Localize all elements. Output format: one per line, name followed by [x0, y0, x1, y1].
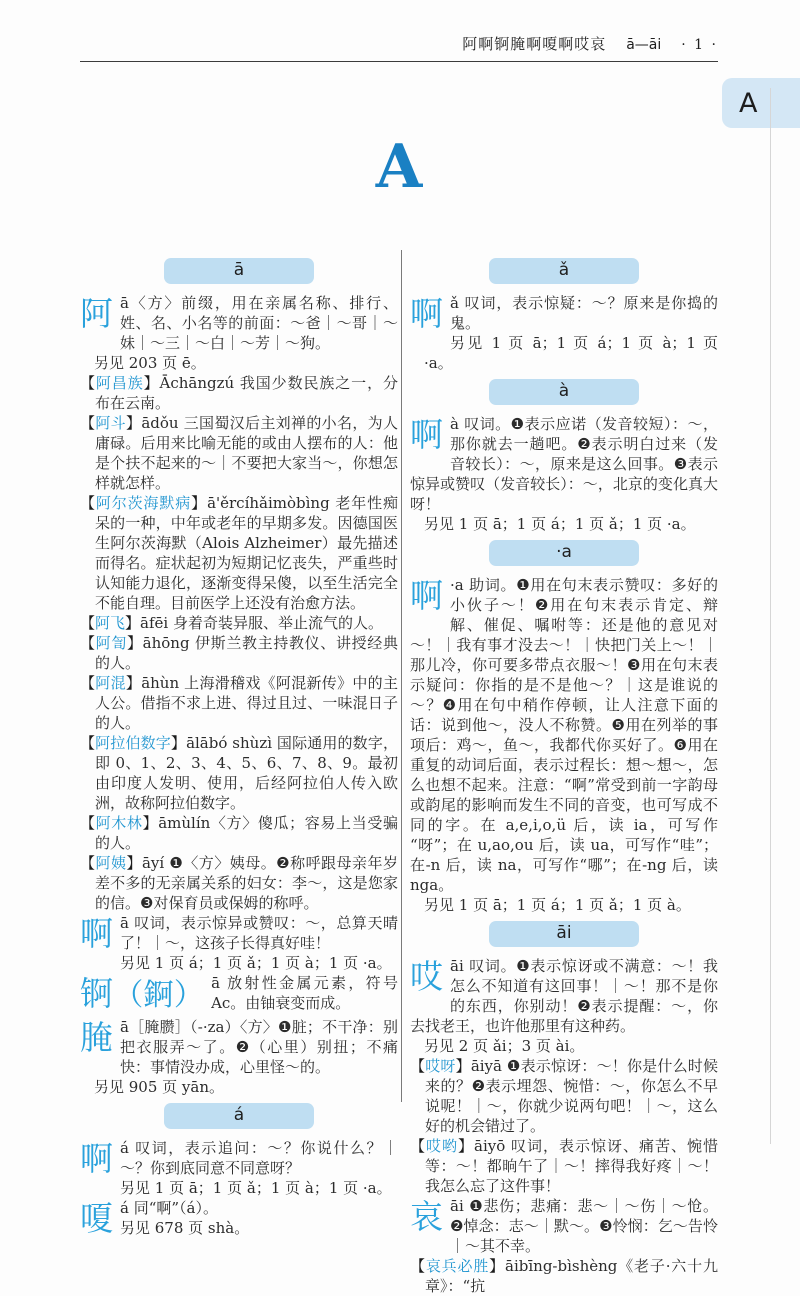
entry-哎 [410, 956, 718, 1056]
bracket-close-icon: 】 [191, 494, 208, 512]
cross-reference: 另见 1 页 ā；1 页 á；1 页 à；1 页 ·a。 [424, 334, 718, 372]
subentry-term: 阿木林 [95, 814, 143, 832]
bracket-close-icon: 】 [142, 814, 159, 832]
section-pinyin-label: á [233, 1105, 245, 1125]
subentry-term: 哎呀 [425, 1057, 456, 1075]
headword-character: 阿 [80, 294, 113, 333]
entry-啊 [410, 575, 718, 915]
section-pill [489, 921, 639, 947]
subentry-term: 阿拉伯数字 [95, 734, 171, 752]
cross-reference: 另见 1 页 ā；1 页 á；1 页 ǎ；1 页 à。 [424, 896, 691, 914]
definition-text: āi 叹词。❶表示惊讶或不满意：～！我怎么不知道有这回事！｜～！那不是你的东西，你别动！❷表示提醒：～，你去找老王，也许他那里有这种药。 [410, 957, 718, 1035]
subentry-阿拉伯数字 [80, 733, 398, 813]
definition-text: āmùlín〈方〉傻瓜；容易上当受骗的人。 [95, 814, 398, 852]
definition-text: āiyō 叹词，表示惊讶、痛苦、惋惜等：～！都晌午了｜～！摔得我好疼｜～！我怎么忘了这件事！ [425, 1137, 718, 1195]
subentry-term: 阿尔茨海默病 [95, 494, 192, 512]
bracket-open-icon: 【 [80, 494, 96, 512]
subentry-term: 阿昌族 [95, 374, 144, 392]
entry-锕 [80, 973, 398, 1013]
running-head-pinyin-range: ā—āi [626, 37, 662, 53]
bracket-open-icon: 【 [410, 1257, 426, 1275]
subentry-term: 阿姨 [95, 854, 127, 872]
section-letter: A [375, 132, 423, 202]
section-pill [489, 540, 639, 566]
column-divider [401, 250, 402, 1102]
right-column [410, 252, 718, 1296]
headword-character: 啊 [410, 294, 443, 333]
running-head-headwords: 阿啊锕腌啊嗄啊哎哀 [462, 35, 607, 53]
subentry-term: 阿訇 [95, 634, 127, 652]
page-number: · 1 · [681, 37, 718, 53]
section-pill [164, 1103, 314, 1129]
bracket-open-icon: 【 [80, 814, 96, 832]
definition-text: ā 放射性金属元素，符号 Ac。由铀衰变而成。 [211, 974, 398, 1012]
entry-腌 [80, 1017, 398, 1097]
bracket-close-icon: 】 [458, 1137, 474, 1155]
bracket-open-icon: 【 [80, 414, 96, 432]
bracket-close-icon: 】 [126, 854, 142, 872]
cross-reference: 另见 1 页 á；1 页 ǎ；1 页 à；1 页 ·a。 [120, 954, 392, 972]
headword [80, 973, 204, 1017]
bracket-open-icon: 【 [80, 614, 96, 632]
subentry-阿混 [80, 673, 398, 733]
definition-text: ā'ěrcíhǎimòbìng 老年性痴呆的一种，中年或老年的早期多发。因德国医生阿尔茨海默（Alois Alzheimer）最先描述而得名。症状起初为短期记忆丧失，严重些时认知能力退化，逐渐变得呆傻，以至生活完全不能自理。目前医学上还没有治愈方法。 [95, 494, 398, 612]
cross-reference: 另见 1 页 ā；1 页 á；1 页 ǎ；1 页 ·a。 [424, 515, 696, 533]
subentry-阿飞 [80, 613, 398, 633]
cross-reference: 另见 2 页 ǎi；3 页 ài。 [424, 1037, 585, 1055]
subentry-term: 哀兵必胜 [425, 1257, 490, 1275]
bracket-close-icon: 】 [126, 414, 142, 432]
headword-character: 哎 [410, 957, 443, 996]
definition-text: āfēi 身着奇装异服、举止流气的人。 [140, 614, 383, 632]
thumb-tab-letter: A [739, 87, 758, 119]
subentry-哎哟 [410, 1136, 718, 1196]
running-head [462, 33, 718, 54]
headword [410, 1196, 443, 1238]
headword-character: 啊 [80, 914, 113, 953]
bracket-open-icon: 【 [80, 634, 96, 652]
bracket-close-icon: 】 [125, 674, 142, 692]
definition-text: āyí ❶〈方〉姨母。❷称呼跟母亲年岁差不多的无亲属关系的妇女：李～，这是您家的信。❸对保育员或保姆的称呼。 [95, 854, 398, 912]
bracket-open-icon: 【 [80, 674, 96, 692]
definition-text: ālābó shùzì 国际通用的数字，即 0、1、2、3、4、5、6、7、8、9。最初由印度人发明、使用，后经阿拉伯人传入欧洲，故称阿拉伯数字。 [95, 734, 398, 812]
subentry-哀兵必胜 [410, 1256, 718, 1296]
subentry-阿木林 [80, 813, 398, 853]
definition-text: āibīng-bìshèng《老子·六十九章》：“抗 [425, 1257, 718, 1295]
bracket-open-icon: 【 [410, 1057, 426, 1075]
subentry-阿尔茨海默病 [80, 493, 398, 613]
definition-text: ā 叹词，表示惊异或赞叹：～，总算天晴了！｜～，这孩子长得真好哇！ [120, 914, 398, 952]
definition-text: á 叹词，表示追问：～？你说什么？｜～？你到底同意不同意呀？ [120, 1139, 398, 1177]
bracket-close-icon: 】 [143, 374, 160, 392]
definition-text: āhùn 上海滑稽戏《阿混新传》中的主人公。借指不求上进、得过且过、一味混日子的人。 [95, 674, 398, 732]
left-column [80, 252, 398, 1240]
definition-text: āhōng 伊斯兰教主持教仪、讲授经典的人。 [95, 634, 398, 672]
subentry-term: 哎哟 [426, 1137, 458, 1155]
entry-阿 [80, 293, 398, 373]
headword-character: 腌 [80, 1018, 113, 1057]
subentry-term: 阿混 [95, 674, 126, 692]
header-rule [80, 61, 718, 62]
headword-character: 啊 [410, 576, 443, 615]
subentry-term: 阿斗 [95, 414, 127, 432]
definition-text: á 同“啊”（á）。 [120, 1199, 218, 1217]
headword [80, 1138, 113, 1180]
pinyin-section-·a [410, 540, 718, 566]
subentry-阿斗 [80, 413, 398, 493]
bracket-close-icon: 】 [489, 1257, 506, 1275]
letter-thumb-tab [722, 78, 800, 128]
subentry-阿訇 [80, 633, 398, 673]
headword [80, 913, 113, 955]
definition-text: Āchāngzú 我国少数民族之一，分布在云南。 [95, 374, 398, 412]
bracket-close-icon: 】 [455, 1057, 471, 1075]
pinyin-section-ā [80, 258, 398, 284]
entry-啊 [80, 913, 398, 973]
page-edge-line [770, 88, 771, 1144]
bracket-close-icon: 】 [170, 734, 187, 752]
cross-reference: 另见 1 页 ā；1 页 ǎ；1 页 à；1 页 ·a。 [120, 1179, 392, 1197]
headword-character: 啊 [410, 415, 443, 454]
definition-text: ǎ 叹词，表示惊疑：～？原来是你捣的鬼。 [450, 294, 718, 332]
definition-text: à 叹词。❶表示应诺（发音较短）：～，那你就去一趟吧。❷表示明白过来（发音较长）：～，原来是这么回事。❸表示惊异或赞叹（发音较长）：～，北京的变化真大呀！ [410, 415, 718, 513]
section-pinyin-label: à [558, 381, 570, 401]
bracket-close-icon: 】 [127, 634, 143, 652]
section-pill [164, 258, 314, 284]
definition-text: ·a 助词。❶用在句末表示赞叹：多好的小伙子～！❷用在句末表示肯定、辩解、催促、嘱咐等：还是他的意见对～！｜我有事才没去～！｜快把门关上～！｜那儿冷，你可要多带点衣服～！❸用在句末表示疑问：你指的是不是他～？｜这是谁说的～？❹用在句中稍作停顿，让人注意下面的话：说到他～，没人不称赞。❺用在列举的事项后：鸡～，鱼～，我都代你买好了。❻用在重复的动词后面，表示过程长：想～想～，怎么也想不起来。注意：“啊”常受到前一字韵母或韵尾的影响而发生不同的音变，也可写成不同的字。在 a,e,i,o,ü 后，读 ia，可写作“呀”；在 u,ao,ou 后，读 ua，可写作“哇”；在-n 后，读 na，可写作“哪”；在-ng 后，读 nga。 [410, 576, 718, 894]
headword [80, 1198, 113, 1240]
headword [410, 575, 443, 617]
cross-reference: 另见 905 页 yān。 [94, 1078, 225, 1096]
subentry-term: 阿飞 [95, 614, 126, 632]
section-pill [489, 258, 639, 284]
pinyin-section-āi [410, 921, 718, 947]
definition-text: ādǒu 三国蜀汉后主刘禅的小名，为人庸碌。后用来比喻无能的或由人摆布的人：他是个扶不起来的～｜不要把大家当～，你想怎样就怎样。 [95, 414, 398, 492]
headword [410, 414, 443, 456]
headword-character: 锕 [80, 974, 113, 1013]
bracket-open-icon: 【 [80, 854, 96, 872]
cross-reference: 另见 203 页 ē。 [94, 354, 206, 372]
entry-哀 [410, 1196, 718, 1256]
section-pinyin-label: ǎ [558, 260, 570, 280]
entry-嗄 [80, 1198, 398, 1238]
section-pinyin-label: ā [233, 260, 245, 280]
headword [80, 293, 113, 335]
pinyin-section-á [80, 1103, 398, 1129]
section-pill [489, 379, 639, 405]
subentry-阿姨 [80, 853, 398, 913]
subentry-哎呀 [410, 1056, 718, 1136]
headword [410, 956, 443, 998]
bracket-open-icon: 【 [80, 734, 96, 752]
section-pinyin-label: āi [556, 923, 572, 943]
entry-啊 [410, 414, 718, 534]
pinyin-section-à [410, 379, 718, 405]
entry-啊 [80, 1138, 398, 1198]
definition-text: āiyā ❶表示惊讶：～！你是什么时候来的？❷表示埋怨、惋惜：～，你怎么不早说呢！｜～，你就少说两句吧！｜～，这么好的机会错过了。 [425, 1057, 718, 1135]
headword-character: 哀 [410, 1197, 443, 1236]
headword-variant-traditional: （錒） [113, 978, 205, 1013]
headword [410, 293, 443, 335]
headword [80, 1017, 113, 1059]
headword-character: 嗄 [80, 1199, 113, 1238]
definition-text: ā〈方〉前缀，用在亲属名称、排行、姓、名、小名等的前面：～爸｜～哥｜～妹｜～三｜～白｜～芳｜～狗。 [120, 294, 398, 352]
bracket-open-icon: 【 [410, 1137, 426, 1155]
entry-啊 [410, 293, 718, 373]
bracket-open-icon: 【 [80, 374, 96, 392]
definition-text: ā［腌臜］（-·za）〈方〉❶脏；不干净：别把衣服弄～了。❷（心里）别扭；不痛快：事情没办成，心里怪～的。 [120, 1018, 398, 1076]
headword-character: 啊 [80, 1139, 113, 1178]
cross-reference: 另见 678 页 shà。 [120, 1219, 250, 1237]
definition-text: āi ❶悲伤；悲痛：悲～｜～伤｜～怆。❷悼念：志～｜默～。❸怜悯：乞～告怜｜～其不幸。 [450, 1197, 718, 1255]
subentry-阿昌族 [80, 373, 398, 413]
section-pinyin-label: ·a [556, 542, 572, 562]
bracket-close-icon: 】 [125, 614, 141, 632]
pinyin-section-ǎ [410, 258, 718, 284]
